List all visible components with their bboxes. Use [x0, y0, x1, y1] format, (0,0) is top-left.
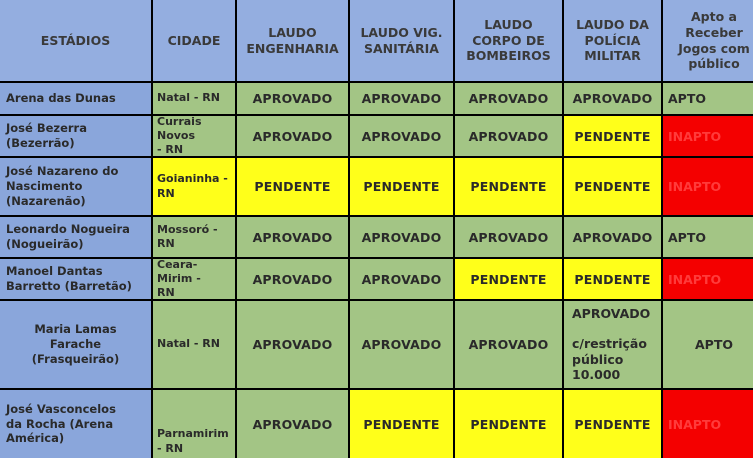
stadium-line: Arena das Dunas: [6, 91, 116, 106]
status-text: APROVADO: [468, 229, 549, 245]
header-line: Receber: [685, 24, 743, 40]
stadium-line: (Nogueirão): [6, 237, 84, 251]
status-bombeiros: [455, 217, 562, 257]
header-laudo-bombeiros: [455, 0, 562, 81]
stadium-line: da Rocha (Arena: [6, 416, 114, 431]
stadium-name: [0, 259, 151, 299]
status-text: INAPTO: [668, 128, 722, 144]
header-estadios-label: ESTÁDIOS: [40, 32, 111, 48]
status-note: 10.000: [572, 367, 621, 383]
header-line: LAUDO VIG.: [360, 24, 443, 40]
status-text: APROVADO: [361, 128, 442, 144]
stadium-name: [0, 158, 151, 215]
status-text: APROVADO: [468, 91, 549, 106]
status-text: APROVADO: [252, 271, 333, 287]
header-line: POLÍCIA: [584, 32, 641, 48]
status-text: APROVADO: [252, 337, 333, 352]
header-line: SANITÁRIA: [364, 40, 439, 56]
status-policia: [564, 301, 661, 388]
status-text: INAPTO: [668, 416, 722, 432]
status-text: PENDENTE: [363, 179, 440, 194]
header-line: LAUDO: [484, 17, 533, 33]
city-line: Goianinha -: [157, 172, 228, 186]
status-text: APROVADO: [252, 229, 333, 245]
status-text: PENDENTE: [574, 179, 651, 194]
status-apto: [663, 158, 753, 215]
stadium-name: [0, 390, 151, 458]
status-bombeiros: [455, 158, 562, 215]
stadium-line: (Frasqueirão): [31, 351, 120, 366]
stadium-name: [0, 83, 151, 114]
status-bombeiros: [455, 301, 562, 388]
city-line: Natal - RN: [157, 337, 220, 351]
stadium-name: [0, 116, 151, 156]
status-apto: [663, 259, 753, 299]
status-bombeiros: [455, 390, 562, 458]
city-line: Parnamirim - RN: [157, 427, 229, 455]
header-estadios: [0, 0, 151, 81]
status-note: público: [572, 351, 624, 367]
header-line: CORPO DE: [472, 32, 545, 48]
status-apto: [663, 116, 753, 156]
stadium-line: Farache: [49, 337, 102, 352]
city-name: [153, 116, 235, 156]
city-name: [153, 259, 235, 299]
status-text: PENDENTE: [363, 416, 440, 432]
status-text: PENDENTE: [470, 416, 547, 432]
status-vig: [350, 217, 453, 257]
stadium-line: América): [6, 431, 65, 446]
header-line: Apto a: [691, 9, 737, 25]
status-text: APTO: [695, 337, 733, 352]
header-laudo-vig-sanitaria: [350, 0, 453, 81]
status-vig: [350, 301, 453, 388]
status-text: APROVADO: [361, 271, 442, 287]
status-text: APTO: [668, 91, 706, 106]
city-name: [153, 158, 235, 215]
status-text: PENDENTE: [574, 271, 651, 287]
status-text: PENDENTE: [470, 271, 547, 287]
status-text: APROVADO: [361, 91, 442, 106]
status-text: APROVADO: [572, 91, 653, 106]
status-engenharia: [237, 217, 348, 257]
status-text: APROVADO: [252, 128, 333, 144]
stadium-line: Barretto (Barretão): [6, 279, 132, 293]
status-policia: [564, 116, 661, 156]
header-laudo-policia: [564, 0, 661, 81]
status-engenharia: [237, 390, 348, 458]
status-text: PENDENTE: [574, 128, 651, 144]
stadium-line: José Nazareno do: [6, 164, 119, 179]
status-engenharia: [237, 259, 348, 299]
status-bombeiros: [455, 116, 562, 156]
status-text: APROVADO: [252, 416, 333, 432]
stadium-name: [0, 301, 151, 388]
stadium-line: Nascimento: [6, 179, 83, 194]
city-line: RN: [157, 286, 175, 299]
city-name: [153, 217, 235, 257]
status-engenharia: [237, 116, 348, 156]
stadium-line: (Nazarenão): [6, 193, 86, 208]
city-line: Ceara-Mirim -: [157, 259, 201, 285]
header-line: LAUDO DA: [576, 17, 649, 33]
header-line: ENGENHARIA: [246, 40, 339, 56]
status-vig: [350, 83, 453, 114]
header-cidade: [153, 0, 235, 81]
header-apto: [663, 0, 753, 81]
status-text: APROVADO: [572, 306, 651, 322]
status-text: APTO: [668, 229, 706, 245]
status-policia: [564, 259, 661, 299]
header-line: LAUDO: [268, 24, 317, 40]
city-line: RN: [157, 186, 175, 200]
status-text: APROVADO: [572, 229, 653, 245]
header-laudo-engenharia: [237, 0, 348, 81]
city-name: [153, 83, 235, 114]
status-engenharia: [237, 83, 348, 114]
status-text: APROVADO: [468, 128, 549, 144]
status-engenharia: [237, 301, 348, 388]
header-line: MILITAR: [584, 48, 641, 64]
city-name: [153, 390, 235, 458]
status-text: PENDENTE: [574, 416, 651, 432]
city-line: - RN: [157, 143, 184, 156]
stadium-line: José Bezerra: [6, 121, 87, 136]
status-text: APROVADO: [361, 229, 442, 245]
status-vig: [350, 116, 453, 156]
status-vig: [350, 158, 453, 215]
status-apto: [663, 390, 753, 458]
status-text: INAPTO: [668, 179, 722, 194]
header-line: BOMBEIROS: [466, 48, 551, 64]
status-policia: [564, 390, 661, 458]
status-text: APROVADO: [361, 337, 442, 352]
status-vig: [350, 390, 453, 458]
status-vig: [350, 259, 453, 299]
stadium-line: José Vasconcelos: [6, 401, 116, 416]
status-apto: [663, 83, 753, 114]
header-cidade-label: CIDADE: [167, 32, 221, 48]
status-apto: [663, 301, 753, 388]
stadium-line: Leonardo Nogueira: [6, 222, 130, 237]
status-note: c/restrição: [572, 335, 647, 351]
status-apto: [663, 217, 753, 257]
status-policia: [564, 158, 661, 215]
city-name: [153, 301, 235, 388]
status-text: PENDENTE: [470, 179, 547, 194]
header-line: público: [688, 56, 740, 72]
status-policia: [564, 217, 661, 257]
status-text: INAPTO: [668, 271, 722, 287]
status-text: APROVADO: [252, 91, 333, 106]
status-text: APROVADO: [468, 337, 549, 352]
city-line: Natal - RN: [157, 91, 220, 105]
header-line: Jogos com: [678, 40, 750, 56]
city-line: Currais Novos: [157, 116, 202, 142]
status-engenharia: [237, 158, 348, 215]
stadium-line: Manoel Dantas: [6, 264, 103, 279]
status-bombeiros: [455, 259, 562, 299]
status-bombeiros: [455, 83, 562, 114]
city-line: Mossoró - RN: [157, 222, 218, 250]
stadium-line: (Bezerrão): [6, 136, 75, 150]
status-policia: [564, 83, 661, 114]
stadium-line: Maria Lamas: [34, 322, 117, 337]
status-text: PENDENTE: [254, 179, 331, 194]
stadium-name: [0, 217, 151, 257]
